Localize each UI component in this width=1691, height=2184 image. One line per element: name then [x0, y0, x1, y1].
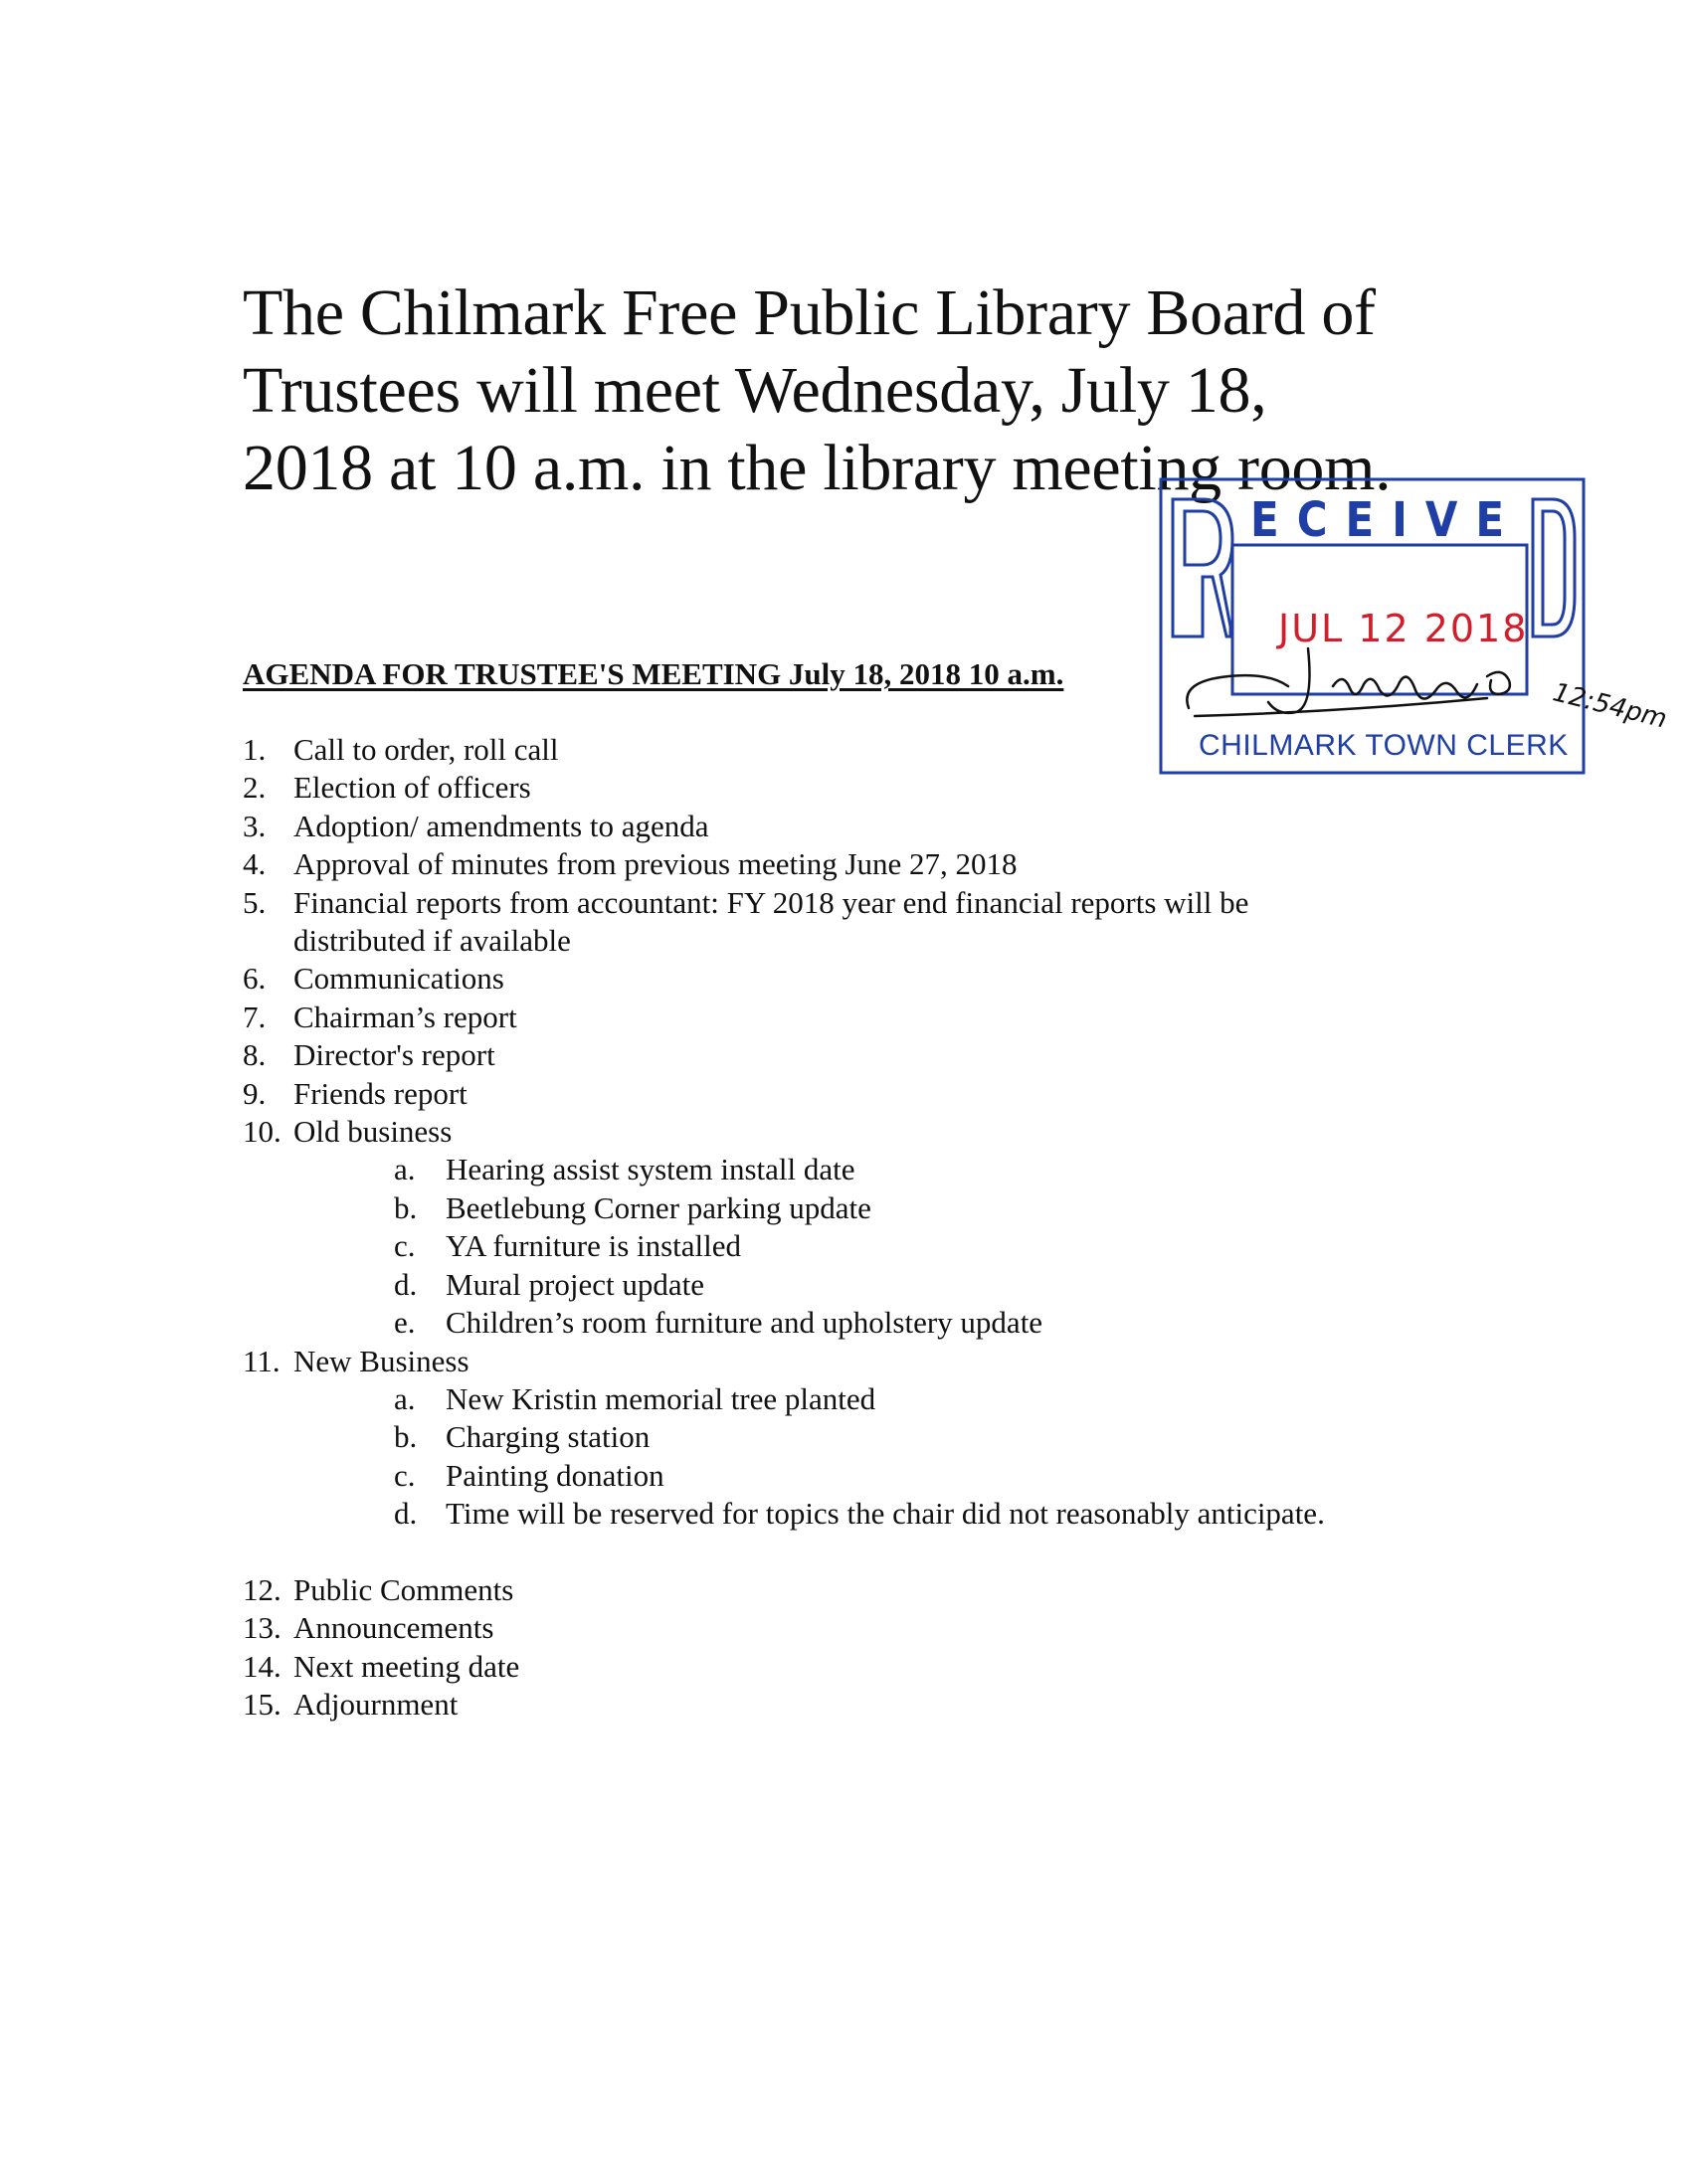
blank-line	[243, 1534, 1436, 1571]
agenda-heading: AGENDA FOR TRUSTEE'S MEETING July 18, 2018 10 a.m.	[243, 656, 1064, 691]
received-stamp	[1159, 477, 1670, 781]
item-text: Approval of minutes from previous meeting June 27, 2018	[293, 846, 1018, 882]
item-number: 7.	[243, 999, 267, 1034]
agenda-item	[243, 808, 1436, 845]
item-number: 1.	[243, 732, 267, 767]
subitem-text: YA furniture is installed	[446, 1228, 742, 1264]
subitem-letter: e.	[394, 1305, 416, 1341]
item-text: Friends report	[293, 1075, 468, 1111]
item-number: 9.	[243, 1075, 267, 1111]
subitem-text: Charging station	[446, 1419, 651, 1455]
item-number: 15.	[243, 1687, 282, 1723]
item-number: 5.	[243, 884, 267, 920]
agenda-subitem	[243, 1266, 1436, 1304]
agenda-item	[243, 1609, 1436, 1647]
item-text: Election of officers	[293, 770, 531, 806]
agenda-item	[243, 1036, 1436, 1074]
item-text: Communications	[293, 961, 504, 997]
item-number: 13.	[243, 1610, 282, 1646]
agenda-subitem	[243, 1189, 1436, 1227]
stamp-office: CHILMARK TOWN CLERK	[1199, 729, 1569, 762]
subitem-text: Beetlebung Corner parking update	[446, 1189, 871, 1225]
item-text: New Business	[293, 1343, 470, 1378]
subitem-text: Children’s room furniture and upholstery update	[446, 1305, 1043, 1341]
item-text: Financial reports from accountant: FY 2018 year end financial reports will be distributed if available	[293, 884, 1249, 959]
item-number: 4.	[243, 846, 267, 882]
item-number: 2.	[243, 770, 267, 806]
subitem-text: Painting donation	[446, 1457, 664, 1493]
item-text: Announcements	[293, 1610, 494, 1646]
item-number: 14.	[243, 1648, 282, 1684]
item-number: 3.	[243, 808, 267, 843]
agenda-item	[243, 884, 1388, 961]
item-text: Director's report	[293, 1037, 495, 1073]
agenda-item	[243, 960, 1436, 998]
agenda-subitem	[243, 1418, 1436, 1456]
agenda-item	[243, 1075, 1436, 1113]
agenda-item	[243, 1343, 1436, 1380]
notice-line-3: 2018 at 10 a.m. in the library meeting room.	[243, 432, 1392, 504]
item-text: Next meeting date	[293, 1648, 520, 1684]
item-text: Chairman’s report	[293, 999, 517, 1034]
item-text: Call to order, roll call	[293, 732, 559, 767]
agenda-subitem	[243, 1304, 1436, 1342]
notice-line-2: Trustees will meet Wednesday, July 18,	[243, 354, 1267, 427]
agenda-item	[243, 1686, 1436, 1724]
agenda-subitem	[243, 1151, 1436, 1188]
item-text: Old business	[293, 1114, 453, 1150]
stamp-date: JUL 12 2018	[1278, 607, 1529, 650]
item-text: Public Comments	[293, 1571, 514, 1607]
subitem-letter: d.	[394, 1266, 418, 1302]
item-text: Adoption/ amendments to agenda	[293, 808, 709, 843]
agenda-item	[243, 999, 1436, 1036]
agenda-item	[243, 1648, 1436, 1686]
subitem-letter: c.	[394, 1457, 416, 1493]
item-number: 11.	[243, 1343, 281, 1378]
subitem-text: Hearing assist system install date	[446, 1152, 855, 1187]
agenda-item	[243, 845, 1436, 883]
meeting-notice	[243, 274, 1436, 507]
subitem-letter: b.	[394, 1419, 418, 1455]
agenda-item	[243, 1571, 1436, 1609]
subitem-text: Time will be reserved for topics the chair did not reasonably anticipate.	[446, 1496, 1325, 1532]
item-number: 10.	[243, 1114, 282, 1150]
subitem-letter: d.	[394, 1496, 418, 1532]
agenda-subitem	[243, 1227, 1436, 1265]
notice-line-1: The Chilmark Free Public Library Board of	[243, 276, 1376, 349]
subitem-text: Mural project update	[446, 1266, 704, 1302]
subitem-letter: a.	[394, 1152, 416, 1187]
agenda-item	[243, 1113, 1436, 1151]
agenda-subitem	[243, 1495, 1436, 1533]
item-number: 8.	[243, 1037, 267, 1073]
agenda-subitem	[243, 1457, 1436, 1495]
handwritten-time: 12:54pm	[1550, 677, 1670, 735]
subitem-letter: b.	[394, 1189, 418, 1225]
stamp-received-letters: ECEIVE	[1250, 491, 1523, 548]
item-text: Adjournment	[293, 1687, 459, 1723]
subitem-text: New Kristin memorial tree planted	[446, 1380, 876, 1416]
subitem-letter: c.	[394, 1228, 416, 1264]
agenda-subitem	[243, 1380, 1436, 1418]
agenda-list	[243, 731, 1436, 1725]
subitem-letter: a.	[394, 1380, 416, 1416]
item-number: 12.	[243, 1571, 282, 1607]
item-number: 6.	[243, 961, 267, 997]
